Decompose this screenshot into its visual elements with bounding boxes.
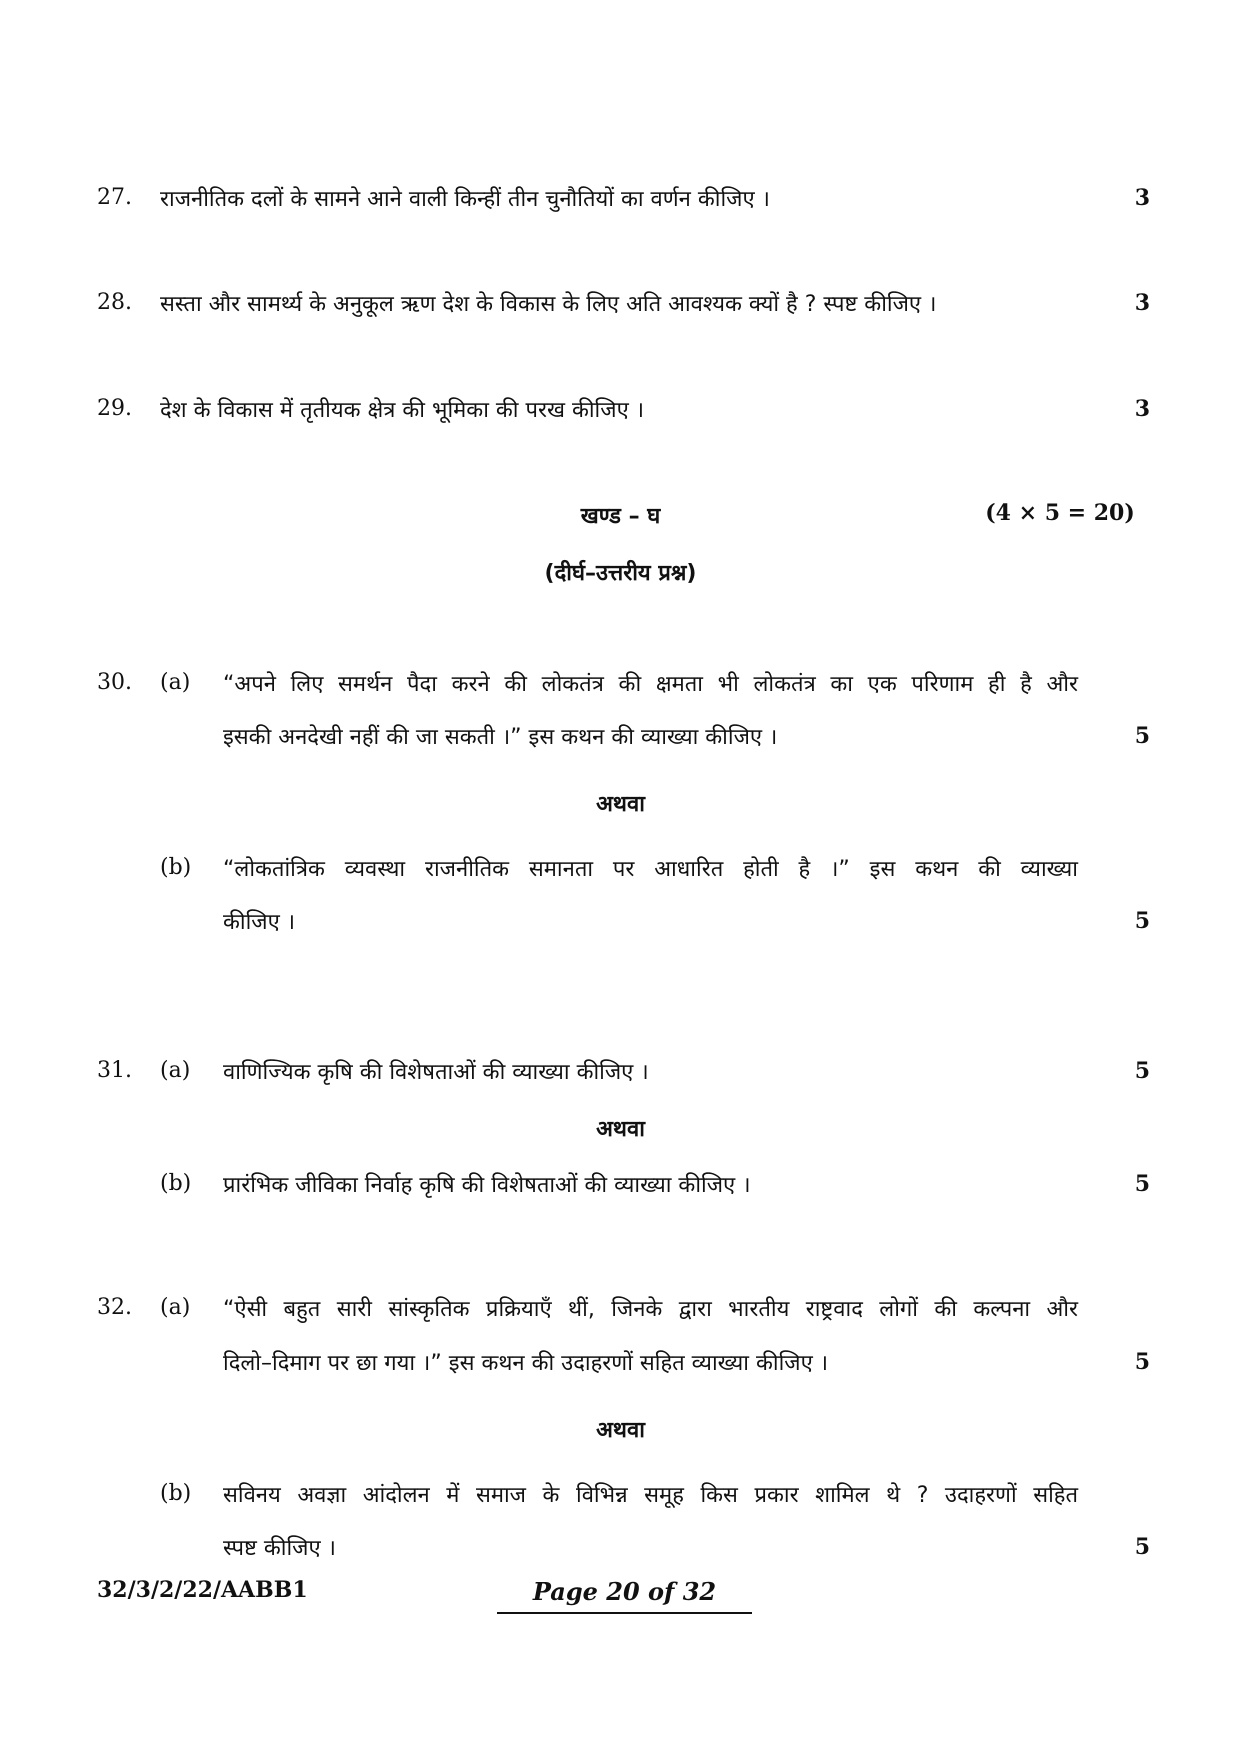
option-b-marks: 5 bbox=[1134, 908, 1150, 934]
question-number: 32. bbox=[97, 1295, 132, 1320]
section-title: खण्ड – घ bbox=[580, 504, 661, 529]
option-label-a: (a) bbox=[160, 670, 191, 695]
option-b-marks: 5 bbox=[1134, 1534, 1150, 1560]
page-number: Page 20 of 32 bbox=[497, 1577, 752, 1614]
option-b-text-line-1: “लोकतांत्रिक व्यवस्था राजनीतिक समानता पर आधारित होती है ।” इस कथन की व्याख्या bbox=[223, 857, 1078, 882]
option-b-text-line-1: प्रारंभिक जीविका निर्वाह कृषि की विशेषताओं की व्याख्या कीजिए । bbox=[223, 1173, 751, 1198]
question-text: देश के विकास में तृतीयक क्षेत्र की भूमिका की परख कीजिए । bbox=[160, 398, 645, 423]
or-separator: अथवा bbox=[596, 1418, 645, 1443]
question-number: 30. bbox=[97, 670, 132, 695]
option-a-text-line-2: इसकी अनदेखी नहीं की जा सकती ।” इस कथन की व्याख्या कीजिए । bbox=[223, 725, 778, 750]
option-b-text-line-2: कीजिए । bbox=[223, 910, 296, 935]
question-number: 29. bbox=[97, 396, 132, 421]
option-a-text-line-1: “अपने लिए समर्थन पैदा करने की लोकतंत्र की क्षमता भी लोकतंत्र का एक परिणाम ही है और bbox=[223, 672, 1078, 697]
option-b-marks: 5 bbox=[1134, 1171, 1150, 1197]
option-b-text-line-1: सविनय अवज्ञा आंदोलन में समाज के विभिन्न समूह किस प्रकार शामिल थे ? उदाहरणों सहित bbox=[223, 1483, 1078, 1508]
option-a-text-line-1: वाणिज्यिक कृषि की विशेषताओं की व्याख्या कीजिए । bbox=[223, 1060, 649, 1085]
question-marks: 3 bbox=[1134, 396, 1150, 422]
paper-code: 32/3/2/22/AABB1 bbox=[97, 1577, 308, 1603]
section-subtitle: (दीर्घ–उत्तरीय प्रश्न) bbox=[544, 561, 697, 586]
option-a-marks: 5 bbox=[1134, 1058, 1150, 1084]
section-marks-scheme: (4 × 5 = 20) bbox=[985, 500, 1135, 526]
or-separator: अथवा bbox=[596, 792, 645, 817]
question-number: 31. bbox=[97, 1058, 132, 1083]
option-a-text-line-1: “ऐसी बहुत सारी सांस्कृतिक प्रक्रियाएँ थीं, जिनके द्वारा भारतीय राष्ट्रवाद लोगों की कल्पना और bbox=[223, 1297, 1078, 1322]
option-a-text-line-2: दिलो–दिमाग पर छा गया ।” इस कथन की उदाहरणों सहित व्याख्या कीजिए । bbox=[223, 1351, 829, 1376]
question-text: सस्ता और सामर्थ्य के अनुकूल ऋण देश के विकास के लिए अति आवश्यक क्यों है ? स्पष्ट कीजिए । bbox=[160, 292, 937, 317]
question-text: राजनीतिक दलों के सामने आने वाली किन्हीं तीन चुनौतियों का वर्णन कीजिए । bbox=[160, 187, 770, 212]
option-label-b: (b) bbox=[160, 1481, 192, 1506]
option-label-a: (a) bbox=[160, 1058, 191, 1083]
option-b-text-line-2: स्पष्ट कीजिए । bbox=[223, 1536, 337, 1561]
question-marks: 3 bbox=[1134, 185, 1150, 211]
option-a-marks: 5 bbox=[1134, 723, 1150, 749]
or-separator: अथवा bbox=[596, 1117, 645, 1142]
question-number: 27. bbox=[97, 185, 132, 210]
question-number: 28. bbox=[97, 290, 132, 315]
option-a-marks: 5 bbox=[1134, 1349, 1150, 1375]
question-marks: 3 bbox=[1134, 290, 1150, 316]
option-label-a: (a) bbox=[160, 1295, 191, 1320]
option-label-b: (b) bbox=[160, 855, 192, 880]
option-label-b: (b) bbox=[160, 1171, 192, 1196]
